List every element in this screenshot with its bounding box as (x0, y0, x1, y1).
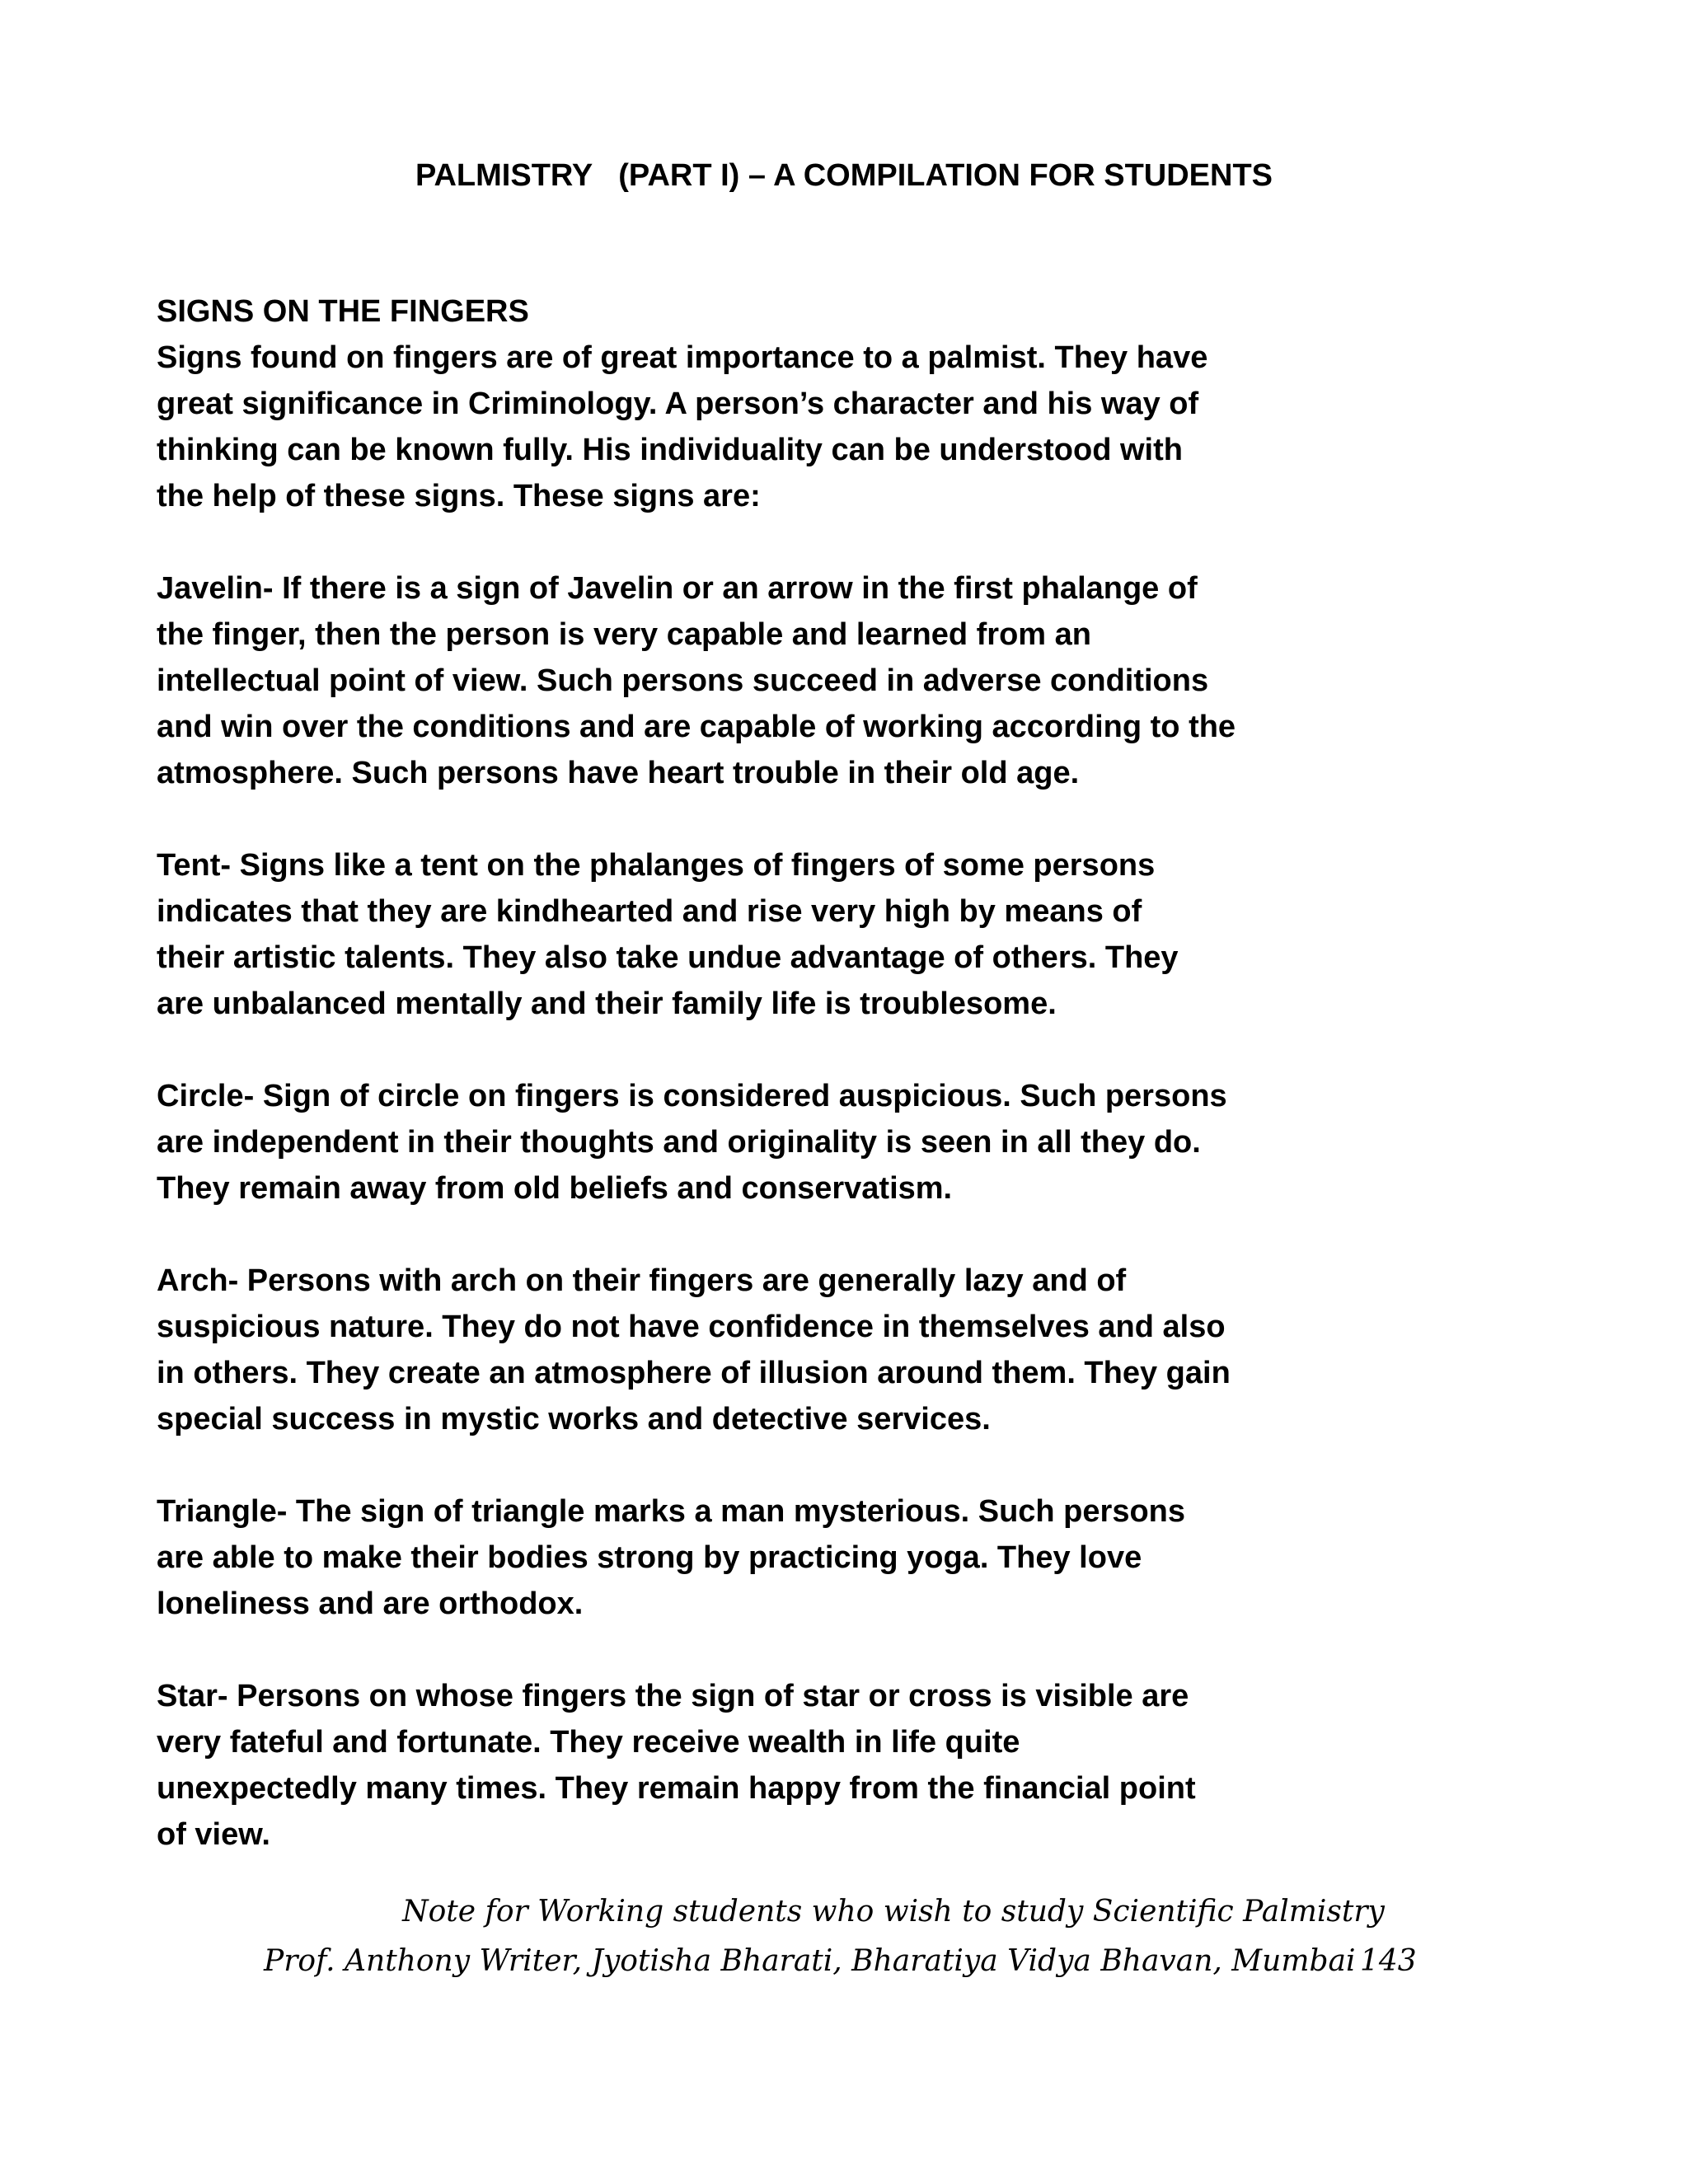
paragraph-line: Circle- Sign of circle on fingers is considered auspicious. Such persons (157, 1079, 1227, 1113)
paragraph-line: Arch- Persons with arch on their fingers are generally lazy and of (157, 1263, 1127, 1298)
paragraph-line: special success in mystic works and detective services. (157, 1402, 991, 1436)
page-footer (0, 1887, 1688, 1986)
paragraph-line: are able to make their bodies strong by practicing yoga. They love (157, 1540, 1142, 1575)
paragraph-line: of view. (157, 1817, 270, 1852)
paragraph-line: loneliness and are orthodox. (157, 1586, 584, 1621)
paragraph-arch (157, 1258, 1508, 1442)
paragraph-line: Triangle- The sign of triangle marks a man mysterious. Such persons (157, 1494, 1186, 1529)
paragraph-line: They remain away from old beliefs and conservatism. (157, 1171, 953, 1206)
footer-credit-row (0, 1937, 1688, 1986)
paragraph-line: suspicious nature. They do not have confidence in themselves and also (157, 1310, 1226, 1344)
paragraph-line: unexpectedly many times. They remain happy from the financial point (157, 1771, 1196, 1806)
page-title: PALMISTRY (PART I) – A COMPILATION FOR STUDENTS (415, 158, 1273, 193)
paragraph-line: Signs found on fingers are of great importance to a palmist. They have (157, 340, 1208, 375)
paragraph-javelin (157, 565, 1508, 796)
paragraph-line: very fateful and fortunate. They receive wealth in life quite (157, 1725, 1020, 1760)
paragraph-line: indicates that they are kindhearted and rise very high by means of (157, 894, 1142, 929)
paragraph-line: thinking can be known fully. His individuality can be understood with (157, 433, 1183, 467)
paragraph-intro (157, 335, 1508, 519)
paragraph-line: their artistic talents. They also take undue advantage of others. They (157, 940, 1179, 975)
section-heading: SIGNS ON THE FINGERS (157, 294, 529, 329)
page-number: 143 (1360, 1944, 1417, 1978)
paragraph-line: Tent- Signs like a tent on the phalanges of fingers of some persons (157, 848, 1156, 883)
paragraph-line: are unbalanced mentally and their family life is troublesome. (157, 987, 1057, 1021)
paragraph-circle (157, 1073, 1508, 1212)
paragraph-line: atmosphere. Such persons have heart trouble in their old age. (157, 756, 1080, 790)
footer-credit: Prof. Anthony Writer, Jyotisha Bharati, Bharatiya Vidya Bhavan, Mumbai (264, 1944, 1356, 1978)
paragraph-star (157, 1673, 1508, 1858)
paragraph-line: the help of these signs. These signs are: (157, 479, 761, 513)
paragraph-line: are independent in their thoughts and originality is seen in all they do. (157, 1125, 1201, 1160)
paragraph-line: and win over the conditions and are capable of working according to the (157, 710, 1236, 744)
paragraph-line: great significance in Criminology. A person’s character and his way of (157, 387, 1199, 421)
paragraph-line: Javelin- If there is a sign of Javelin or an arrow in the first phalange of (157, 571, 1198, 606)
paragraph-triangle (157, 1488, 1508, 1627)
paragraph-line: the finger, then the person is very capable and learned from an (157, 617, 1091, 652)
document-body (157, 288, 1508, 1904)
paragraph-line: Star- Persons on whose fingers the sign of star or cross is visible are (157, 1679, 1189, 1713)
paragraph-tent (157, 842, 1508, 1027)
footer-note: Note for Working students who wish to study Scientific Palmistry (402, 1895, 1385, 1929)
paragraph-line: in others. They create an atmosphere of illusion around them. They gain (157, 1356, 1231, 1390)
paragraph-line: intellectual point of view. Such persons succeed in adverse conditions (157, 663, 1209, 698)
